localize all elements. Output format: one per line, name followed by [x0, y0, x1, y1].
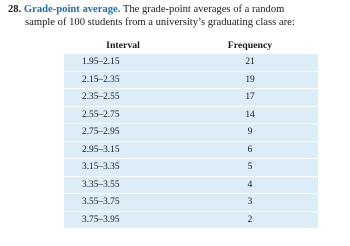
frequency-cell: 14 — [245, 109, 255, 120]
table-row — [64, 158, 318, 176]
frequency-cell: 21 — [245, 57, 255, 68]
table-header — [64, 38, 318, 53]
problem-text-line2: sample of 100 students from a university’s graduating class are: — [25, 17, 295, 28]
table-row — [64, 123, 318, 141]
interval-cell: 3.15–3.35 — [82, 162, 120, 173]
table-row — [64, 71, 318, 89]
header-frequency: Frequency — [227, 40, 273, 51]
problem-number: 28. — [8, 4, 22, 15]
interval-cell: 2.95–3.15 — [82, 144, 120, 155]
interval-cell: 3.35–3.55 — [82, 179, 120, 190]
frequency-cell: 3 — [247, 197, 253, 208]
frequency-cell: 9 — [247, 127, 253, 138]
interval-cell: 1.95–2.15 — [82, 57, 120, 68]
table-row — [64, 176, 318, 194]
problem-title: Grade-point average. — [23, 4, 121, 15]
frequency-cell: 17 — [245, 92, 255, 103]
interval-cell: 2.75–2.95 — [82, 127, 120, 138]
problem-text-line1: The grade-point averages of a random — [122, 4, 285, 15]
table-row — [64, 193, 318, 211]
interval-cell: 3.75–3.95 — [82, 214, 120, 225]
interval-cell: 2.55–2.75 — [82, 109, 120, 120]
table-row — [64, 106, 318, 124]
table-row — [64, 88, 318, 106]
header-interval: Interval — [106, 40, 140, 51]
table-row — [64, 211, 318, 229]
table-row — [64, 53, 318, 71]
table-row — [64, 141, 318, 159]
interval-cell: 2.15–2.35 — [82, 74, 120, 85]
interval-cell: 2.35–2.55 — [82, 92, 120, 103]
frequency-cell: 6 — [247, 144, 253, 155]
frequency-table — [64, 38, 318, 228]
frequency-cell: 19 — [245, 74, 255, 85]
frequency-cell: 5 — [247, 162, 253, 173]
frequency-cell: 2 — [247, 214, 253, 225]
problem-statement — [8, 3, 344, 29]
interval-cell: 3.55–3.75 — [82, 197, 120, 208]
frequency-cell: 4 — [247, 179, 253, 190]
